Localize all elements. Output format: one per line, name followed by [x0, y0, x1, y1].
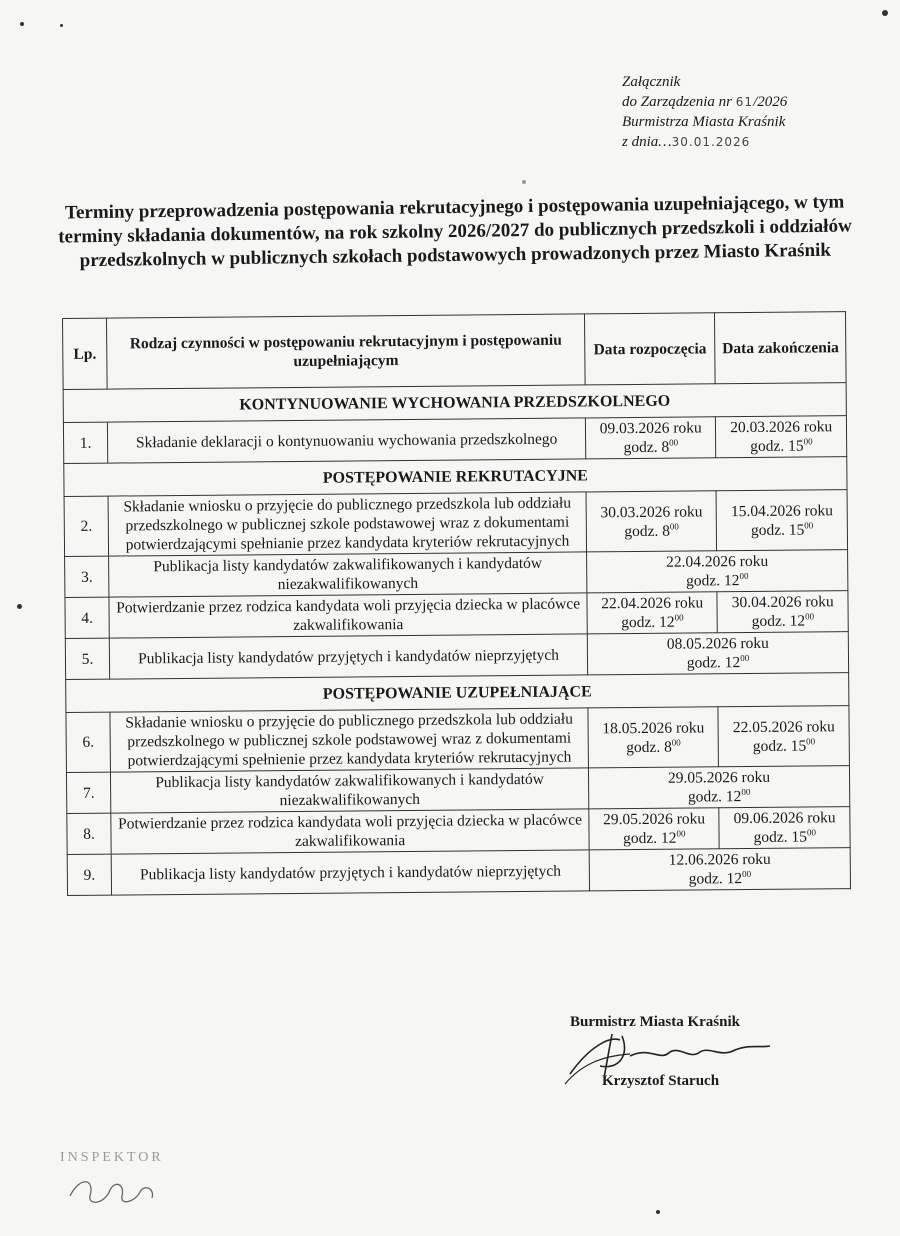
table-row — [65, 632, 848, 680]
row-date-start: 30.03.2026 roku godz. $8^{00}$ — [586, 491, 717, 552]
row-date-single: 08.05.2026 roku godz. $12^{00}$ — [587, 632, 848, 675]
annex-line3: Burmistrza Miasta Kraśnik — [622, 114, 786, 130]
row-date-end: 22.05.2026 roku godz. $15^{00}$ — [718, 706, 849, 767]
row-date-start: 29.05.2026 roku godz. $12^{00}$ — [589, 808, 720, 850]
signature-role: Burmistrz Miasta Kraśnik — [570, 1014, 740, 1030]
annex-line2: do Zarządzenia nr 61/2026 — [622, 94, 788, 110]
row-date-single: 12.06.2026 roku godz. $12^{00}$ — [589, 848, 850, 891]
row-lp: 2. — [64, 496, 109, 556]
row-date-end: 09.06.2026 roku godz. $15^{00}$ — [719, 807, 850, 849]
row-date-end: 15.04.2026 roku godz. $15^{00}$ — [717, 490, 848, 551]
scan-speck — [522, 180, 526, 184]
table-row — [66, 766, 849, 814]
section-title: POSTĘPOWANIE UZUPEŁNIAJĄCE — [66, 673, 849, 713]
row-date-end: 20.03.2026 roku godz. $15^{00}$ — [716, 416, 847, 458]
inspector-stamp: INSPEKTOR — [60, 1150, 164, 1165]
annex-number: 61 — [735, 95, 754, 109]
row-lp: 5. — [65, 638, 110, 679]
row-date-end: 30.04.2026 roku godz. $12^{00}$ — [717, 591, 848, 633]
header-lp: Lp. — [63, 318, 108, 389]
stamp-signature-icon — [60, 1166, 180, 1216]
row-activity: Publikacja listy kandydatów przyjętych i kandydatów nieprzyjętych — [109, 634, 587, 679]
table-row — [66, 706, 849, 773]
row-lp: 8. — [67, 813, 112, 854]
row-date-start: 09.03.2026 roku godz. $8^{00}$ — [585, 417, 716, 459]
row-lp: 4. — [65, 597, 110, 638]
scan-speck — [656, 1210, 660, 1214]
scan-speck — [882, 10, 888, 16]
table-row — [65, 550, 848, 598]
row-lp: 6. — [66, 712, 111, 772]
row-activity: Składanie wniosku o przyjęcie do publicznego przedszkola lub oddziału przedszkolnego w publicznej szkole podstawowej wraz z dokumentami potwierdzającymi spełnianie przez kandydata kryteriów rekrutacyjnych — [108, 492, 586, 556]
row-lp: 3. — [65, 556, 110, 597]
row-activity: Składanie deklaracji o kontynuowaniu wychowania przedszkolnego — [108, 418, 586, 463]
header-end: Data zakończenia — [715, 312, 846, 384]
row-activity: Potwierdzanie przez rodzica kandydata woli przyjęcia dziecka w placówce zakwalifikowania — [109, 593, 587, 638]
annex-date: 30.01.2026 — [671, 135, 751, 149]
table-row — [67, 807, 850, 855]
table-body — [63, 383, 850, 896]
schedule-table — [62, 311, 851, 896]
row-date-single: 29.05.2026 roku godz. $12^{00}$ — [588, 766, 849, 809]
table-row — [64, 490, 847, 557]
row-activity: Składanie wniosku o przyjęcie do publicznego przedszkola lub oddziału przedszkolnego w publicznej szkole podstawowej wraz z dokumentami potwierdzającymi spełnienie przez kandydata kryteriów rekrutacyjnych — [110, 708, 588, 772]
row-date-single: 22.04.2026 roku godz. $12^{00}$ — [587, 550, 848, 593]
row-lp: 9. — [67, 854, 112, 895]
table-row — [67, 848, 850, 896]
scan-speck — [17, 604, 22, 609]
row-activity: Publikacja listy kandydatów zakwalifikowanych i kandydatów niezakwalifikowanych — [109, 552, 587, 597]
handwritten-signature-icon — [560, 1026, 780, 1086]
table-header-row — [63, 312, 847, 390]
row-lp: 1. — [63, 422, 108, 463]
document-title: Terminy przeprowadzenia postępowania rekrutacyjnego i postępowania uzupełniającego, w tym terminy składania dokumentów, na rok szkolny 2026/2027 do publicznych przedszkoli i oddziałów przedszkolnych w publicznych szkołach podstawowych prowadzonych przez Miasto Kraśnik — [58, 191, 852, 272]
annex-header — [622, 72, 787, 152]
annex-line4: z dnia…30.01.2026 — [622, 134, 751, 150]
row-activity: Publikacja listy kandydatów zakwalifikowanych i kandydatów niezakwalifikowanych — [111, 768, 589, 813]
row-date-start: 22.04.2026 roku godz. $12^{00}$ — [587, 592, 718, 634]
row-lp: 7. — [66, 772, 111, 813]
table-row — [65, 591, 848, 639]
section-title: POSTĘPOWANIE REKRUTACYJNE — [64, 457, 847, 497]
scan-speck — [60, 24, 63, 27]
section-title: KONTYNUOWANIE WYCHOWANIA PRZEDSZKOLNEGO — [63, 383, 846, 423]
table-row — [63, 416, 846, 464]
row-activity: Publikacja listy kandydatów przyjętych i kandydatów nieprzyjętych — [111, 850, 589, 895]
annex-line1: Załącznik — [622, 74, 681, 90]
header-start: Data rozpoczęcia — [584, 313, 715, 385]
signature-name: Krzysztof Staruch — [602, 1073, 720, 1089]
row-activity: Potwierdzanie przez rodzica kandydata woli przyjęcia dziecka w placówce zakwalifikowania — [111, 809, 589, 854]
row-date-start: 18.05.2026 roku godz. $8^{00}$ — [588, 707, 719, 768]
header-activity: Rodzaj czynności w postępowaniu rekrutacyjnym i postępowaniu uzupełniającym — [107, 314, 585, 389]
scan-speck — [20, 22, 24, 26]
